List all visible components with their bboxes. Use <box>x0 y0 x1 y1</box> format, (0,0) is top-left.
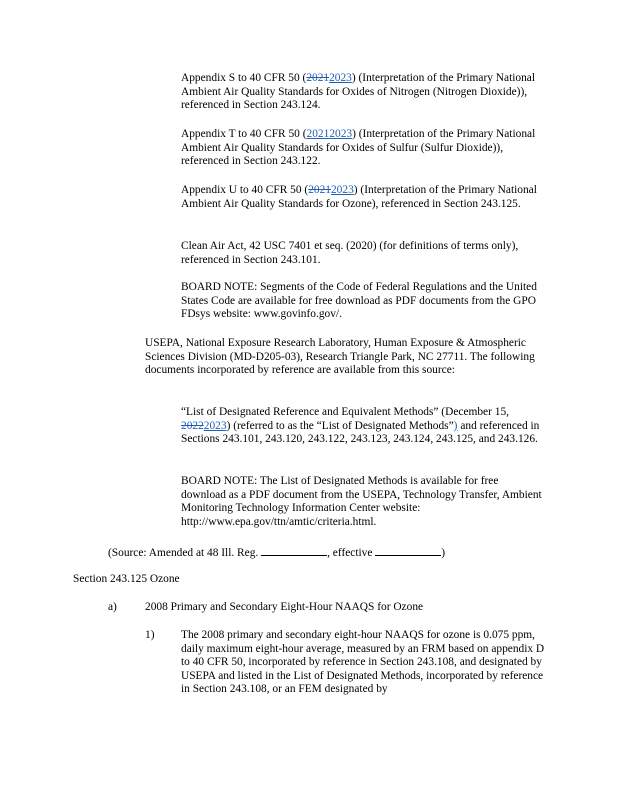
deleted-year: 2021 <box>306 128 330 140</box>
inserted-year: 2023 <box>203 419 227 432</box>
effective-blank <box>375 545 441 556</box>
appendix-u-text: Appendix U to 40 CFR 50 ( <box>181 184 309 196</box>
subsection-a-marker: a) <box>108 601 117 613</box>
appendix-u-paragraph <box>181 184 546 211</box>
list-designated-methods-paragraph <box>181 406 546 447</box>
appendix-t-paragraph <box>181 128 546 169</box>
deleted-year: 2021 <box>306 72 330 84</box>
item-1-text: The 2008 primary and secondary eight-hour NAAQS for ozone is 0.075 ppm, daily maximum eight-hour average, measured by an FRM based on appendix D to 40 CFR 50, incorporated by reference in Section 243.108, and designated by USEPA and listed in the List of Designated Methods, incorporated by reference in Section 243.108, or an FEM designated by <box>181 629 545 696</box>
usepa-source-paragraph: USEPA, National Exposure Research Laboratory, Human Exposure & Atmospheric Sciences Division (MD-D205-03), Research Triangle Park, NC 27711. The following documents incorporated by reference are available from this source: <box>145 337 535 377</box>
list-designated-text-mid: ) (referred to as the “List of Designated Methods” <box>226 419 454 432</box>
inserted-year: 2023 <box>329 128 353 140</box>
list-designated-text: “List of Designated Reference and Equivalent Methods” (December 15, <box>181 406 509 418</box>
inserted-year: 2023 <box>330 184 354 196</box>
clean-air-act-paragraph: Clean Air Act, 42 USC 7401 et seq. (2020) (for definitions of terms only), referenced in Section 243.101. <box>181 240 519 266</box>
appendix-t-text: Appendix T to 40 CFR 50 ( <box>181 128 307 140</box>
subsection-a-title: 2008 Primary and Secondary Eight-Hour NAAQS for Ozone <box>145 601 424 613</box>
appendix-u-text-rest: ) (Interpretation of the Primary National Ambient Air Quality Standards for Ozone), referenced in Section 243.125. <box>181 184 537 210</box>
board-note-amtic: BOARD NOTE: The List of Designated Methods is available for free download as a PDF document from the USEPA, Technology Transfer, Ambient Monitoring Technology Information Center website: http://www.epa.gov/ttn/amtic/criteria.html. <box>181 475 542 528</box>
section-heading: Section 243.125 Ozone <box>73 573 180 585</box>
item-1-marker: 1) <box>145 629 155 641</box>
list-designated-text-rest: and referenced in Sections 243.101, 243.120, 243.122, 243.123, 243.124, 243.125, and 243.126. <box>181 419 540 446</box>
reg-blank <box>261 545 327 556</box>
source-close: ) <box>441 547 446 559</box>
deleted-year: 2022 <box>181 419 204 432</box>
appendix-t-text-rest: ) (Interpretation of the Primary National Ambient Air Quality Standards for Oxides of Sulfur (Sulfur Dioxide)), referenced in Section 243.122. <box>181 128 536 168</box>
source-note <box>108 545 548 561</box>
inserted-paren: ) <box>453 419 458 432</box>
appendix-s-text-rest: ) (Interpretation of the Primary National Ambient Air Quality Standards for Oxides of Nitrogen (Nitrogen Dioxide)), referenced in Section 243.124. <box>181 72 536 112</box>
board-note-gpo: BOARD NOTE: Segments of the Code of Federal Regulations and the United States Code are available for free download as PDF documents from the GPO FDsys website: www.govinfo.gov/. <box>181 281 537 321</box>
deleted-year: 2021 <box>308 184 331 196</box>
source-effective: , effective <box>327 547 376 559</box>
appendix-s-text: Appendix S to 40 CFR 50 ( <box>181 72 307 84</box>
source-text: (Source: Amended at 48 Ill. Reg. <box>108 547 262 559</box>
appendix-s-paragraph <box>181 72 546 113</box>
inserted-year: 2023 <box>329 72 352 84</box>
